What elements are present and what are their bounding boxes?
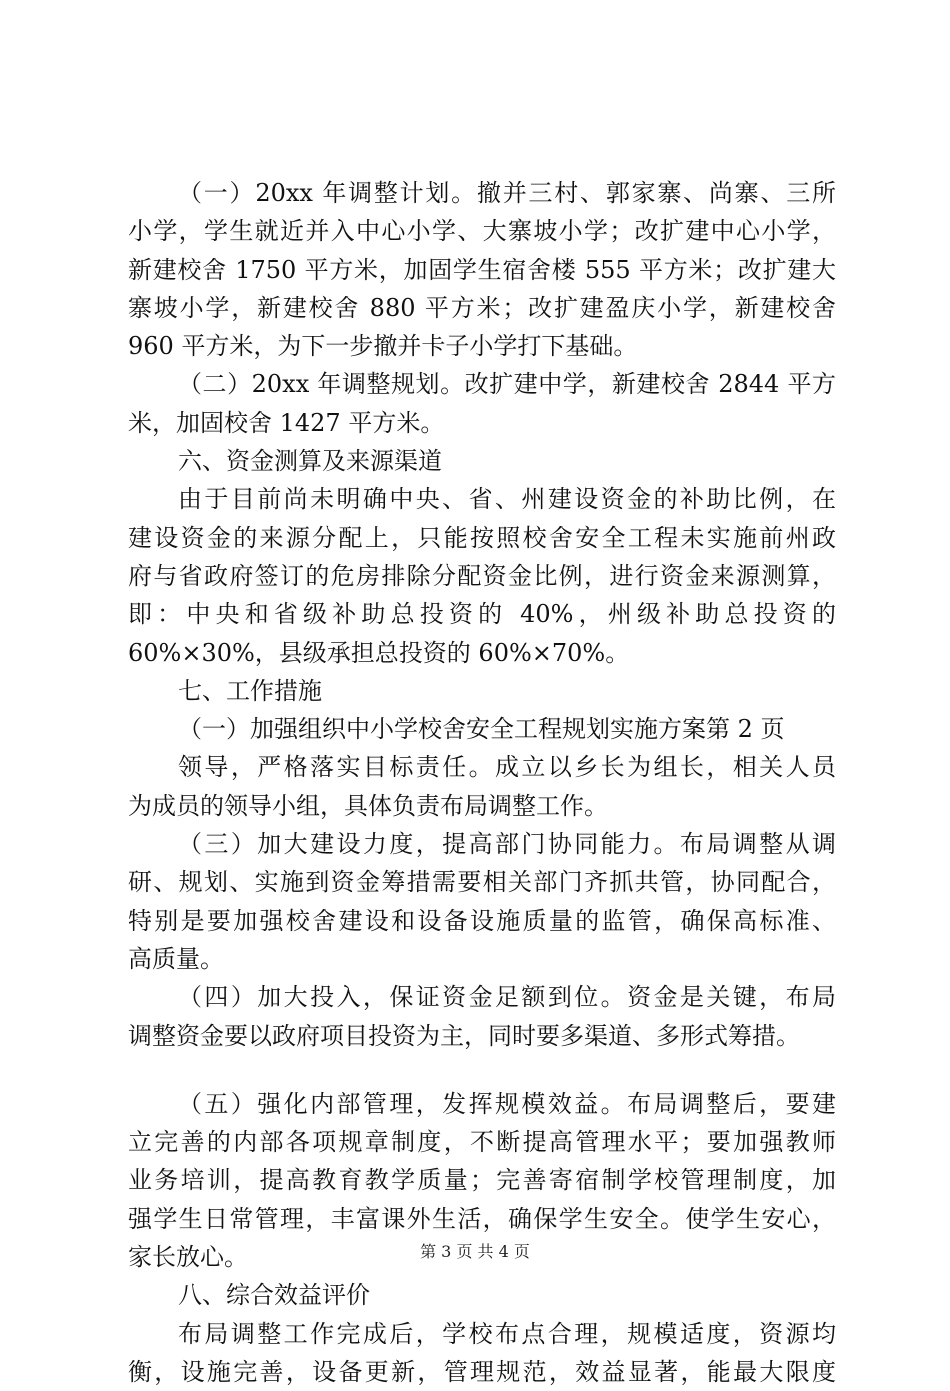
text-line: 寨坡小学，新建校舍 880 平方米；改扩建盈庆小学，新建校舍 (128, 293, 836, 322)
text-line: （一）加强组织中小学校舍安全工程规划实施方案第 2 页 (178, 715, 785, 744)
text-line: 业务培训，提高教育教学质量；完善寄宿制学校管理制度，加 (128, 1166, 836, 1195)
text-line: 建设资金的来源分配上，只能按照校舍安全工程未实施前州政 (128, 523, 836, 552)
text-line: 府与省政府签订的危房排除分配资金比例，进行资金来源测算， (128, 561, 836, 590)
text-line: 特别是要加强校舍建设和设备设施质量的监管，确保高标准、 (128, 906, 836, 935)
text-line: 60%×30%，县级承担总投资的 60%×70%。 (128, 638, 630, 667)
text-line: （一）20xx 年调整计划。撤并三村、郭家寨、尚寨、三所 (178, 179, 836, 207)
document-body (128, 174, 836, 1391)
text-line: 衡，设施完善，设备更新，管理规范，效益显著，能最大限度 (128, 1357, 836, 1386)
text-line: 八、综合效益评价 (178, 1281, 370, 1310)
text-line: 米，加固校舍 1427 平方米。 (128, 408, 445, 437)
paragraph-gap (128, 1055, 836, 1085)
text-line: 为成员的领导小组，具体负责布局调整工作。 (128, 791, 608, 820)
text-line: 由于目前尚未明确中央、省、州建设资金的补助比例，在 (178, 485, 836, 514)
page-footer: 第 3 页 共 4 页 (420, 1242, 530, 1261)
text-line: 六、资金测算及来源渠道 (178, 447, 442, 476)
text-line: 高质量。 (128, 944, 224, 973)
text-line: 七、工作措施 (178, 676, 322, 705)
text-line: 布局调整工作完成后，学校布点合理，规模适度，资源均 (178, 1319, 836, 1348)
text-line: （四）加大投入，保证资金足额到位。资金是关键，布局 (178, 983, 836, 1012)
text-line: 强学生日常管理，丰富课外生活，确保学生安全。使学生安心， (128, 1204, 836, 1233)
text-line: 研、规划、实施到资金筹措需要相关部门齐抓共管，协同配合， (128, 868, 836, 897)
text-line: 小学，学生就近并入中心小学、大寨坡小学；改扩建中心小学， (128, 217, 836, 246)
text-line: （三）加大建设力度，提高部门协同能力。布局调整从调 (178, 830, 836, 859)
text-line: 新建校舍 1750 平方米，加固学生宿舍楼 555 平方米；改扩建大 (128, 255, 836, 284)
text-line: 家长放心。 (128, 1243, 248, 1272)
text-line: 960 平方米，为下一步撤并卡子小学打下基础。 (128, 332, 638, 361)
text-line: 立完善的内部各项规章制度，不断提高管理水平；要加强教师 (128, 1128, 836, 1157)
text-line: 调整资金要以政府项目投资为主，同时要多渠道、多形式筹措。 (128, 1021, 800, 1050)
text-line: 领导，严格落实目标责任。成立以乡长为组长，相关人员 (178, 753, 836, 782)
text-line: 即：中央和省级补助总投资的 40%，州级补助总投资的 (128, 600, 836, 629)
text-line: （二）20xx 年调整规划。改扩建中学，新建校舍 2844 平方 (178, 370, 836, 399)
text-line: （五）强化内部管理，发挥规模效益。布局调整后，要建 (178, 1089, 836, 1118)
